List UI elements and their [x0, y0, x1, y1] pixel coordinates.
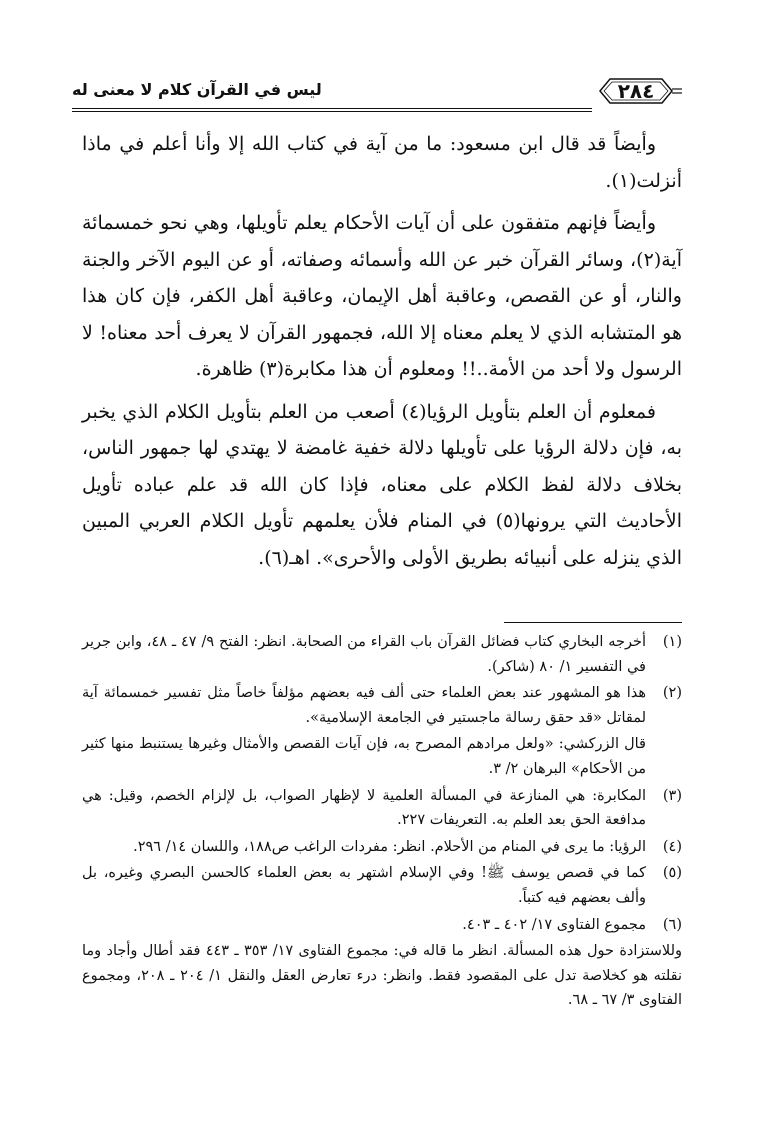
- main-text: [82, 126, 682, 582]
- page-number: ٢٨٤: [617, 79, 655, 103]
- footnote-text: أخرجه البخاري كتاب فضائل القرآن باب القراء من الصحابة. انظر: الفتح ٩/ ٤٧ ـ ٤٨، وابن جرير في التفسير ١/ ٨٠ (شاكر).: [82, 634, 646, 675]
- footnote: [82, 913, 682, 938]
- footnote-text: هذا هو المشهور عند بعض العلماء حتى ألف فيه بعضهم مؤلفاً خاصاً مثل تفسير خمسمائة آية لمقاتل «قد حقق رسالة ماجستير في الجامعة الإسلامية».: [82, 685, 646, 726]
- footnote-text: قال الزركشي: «ولعل مرادهم المصرح به، فإن آيات القصص والأمثال وغيرها يستنبط منها كثير من الأحكام» البرهان ٢/ ٣.: [82, 736, 646, 777]
- footnote: [82, 861, 682, 910]
- header-rule: [72, 108, 592, 109]
- footnotes: [82, 630, 682, 1015]
- footnote-number: (٣): [662, 787, 682, 804]
- paragraph: وأيضاً فإنهم متفقون على أن آيات الأحكام يعلم تأويلها، وهي نحو خمسمائة آية(٢)، وسائر القرآن خبر عن الله وأسمائه وصفاته، أو عن اليوم الآخر والجنة والنار، أو عن القصص، وعاقبة أهل الإيمان، وعاقبة أهل الكفر، فإن كان هذا هو المتشابه الذي لا يعلم معناه إلا الله، فجمهور القرآن لا يعرف أحد معناه! لا الرسول ولا أحد من الأمة..!! ومعلوم أن هذا مكابرة(٣) ظاهرة.: [82, 212, 682, 380]
- footnote-separator: [504, 622, 682, 623]
- footnote: [82, 784, 682, 833]
- paragraph: وأيضاً قد قال ابن مسعود: ما من آية في كتاب الله إلا وأنا أعلم في ماذا أنزلت(١).: [82, 133, 682, 192]
- footnote: [82, 835, 682, 860]
- footnote-text: كما في قصص يوسف ﷺ! وفي الإسلام اشتهر به بعض العلماء كالحسن البصري وغيره، بل وألف بعضهم فيه كتباً.: [82, 865, 646, 906]
- running-header: [72, 74, 682, 108]
- running-title: ليس في القرآن كلام لا معنى له: [72, 80, 322, 99]
- page-number-ornament: [590, 76, 682, 106]
- footnote: [82, 630, 682, 679]
- footnote-number: (٤): [662, 838, 682, 855]
- paragraph: فمعلوم أن العلم بتأويل الرؤيا(٤) أصعب من العلم بتأويل الكلام الذي يخبر به، فإن دلالة الرؤيا على تأويلها دلالة خفية غامضة لا يهتدي لها جمهور الناس، بخلاف دلالة لفظ الكلام على معناه، فإذا كان الله قد علم عباده تأويل الأحاديث التي يرونها(٥) في المنام فلأن يعلمهم تأويل الكلام العربي المبين الذي ينزله على أنبيائه بطريق الأولى والأحرى». اهـ(٦).: [82, 400, 682, 569]
- footnote-text: مجموع الفتاوى ١٧/ ٤٠٢ ـ ٤٠٣.: [462, 916, 646, 933]
- footnote: [82, 681, 682, 730]
- footnote-number: (٦): [662, 916, 682, 933]
- footnote-number: (١): [662, 634, 682, 650]
- footnote-number: (٥): [662, 865, 682, 882]
- footnote-number: (٢): [662, 685, 682, 702]
- footnote-trailing-text: وللاستزادة حول هذه المسألة. انظر ما قاله في: مجموع الفتاوى ١٧/ ٣٥٣ ـ ٤٤٣ فقد أطال وأجاد وما نقلته هو كخلاصة تدل على المقصود فقط. وانظر: درء تعارض العقل والنقل ١/ ٢٠٤ ـ ٢٠٨، ومجموع الفتاوى ٣/ ٦٧ ـ ٦٨.: [82, 943, 683, 1009]
- footnote-text: المكابرة: هي المنازعة في المسألة العلمية لا لإظهار الصواب، بل لإلزام الخصم، وقيل: هي مدافعة الحق بعد العلم به. التعريفات ٢٢٧.: [82, 787, 646, 829]
- footnote-text: الرؤيا: ما يرى في المنام من الأحلام. انظر: مفردات الراغب ص١٨٨، واللسان ١٤/ ٢٩٦.: [133, 838, 646, 855]
- header-rule-secondary: [72, 111, 592, 112]
- footnote-continuation: [82, 939, 682, 1013]
- footnote-continuation: [82, 732, 682, 781]
